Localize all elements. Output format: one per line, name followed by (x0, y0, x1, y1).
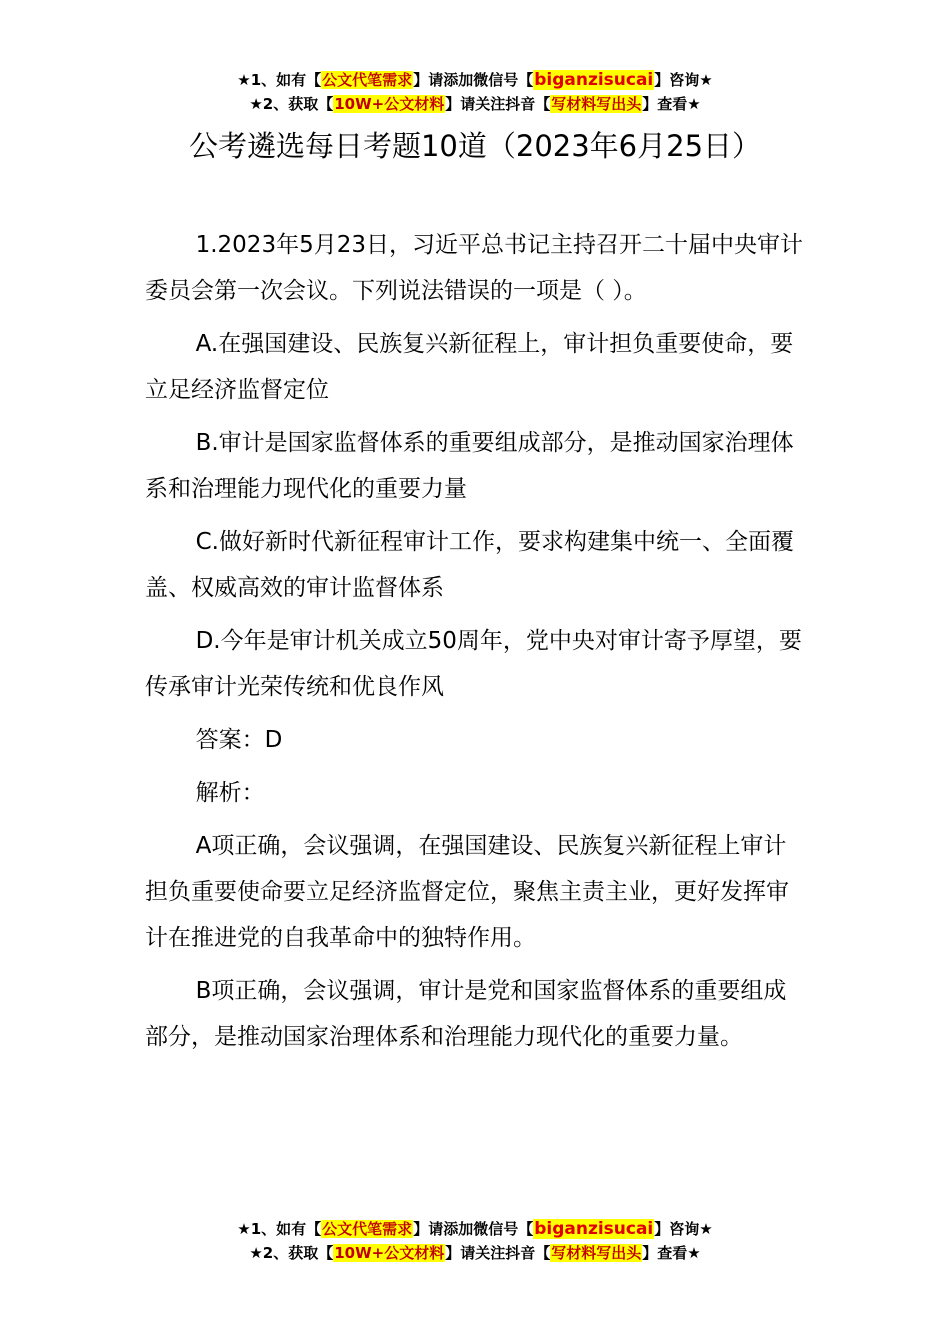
option-a: A.在强国建设、民族复兴新征程上，审计担负重要使命，要立足经济监督定位 (145, 331, 794, 403)
analysis-a: A项正确，会议强调，在强国建设、民族复兴新征程上审计担负重要使命要立足经济监督定位，聚焦主责主业，更好发挥审计在推进党的自我革命中的独特作用。 (145, 833, 789, 951)
banner-text: ★2、获取【 (249, 95, 334, 113)
option-c: C.做好新时代新征程审计工作，要求构建集中统一、全面覆盖、权威高效的审计监督体系 (145, 529, 794, 601)
bottom-banner (0, 1217, 950, 1265)
analysis-b: B项正确，会议强调，审计是党和国家监督体系的重要组成部分，是推动国家治理体系和治理能力现代化的重要力量。 (145, 978, 787, 1050)
banner-text: 】请关注抖音【 (445, 1244, 551, 1262)
banner-highlight: 10W+公文材料 (334, 1244, 445, 1262)
banner-highlight: 10W+公文材料 (334, 95, 445, 113)
document-title: 公考遴选每日考题10道（2023年6月25日） (188, 129, 762, 163)
banner-text: 】查看★ (642, 95, 701, 113)
banner-text: 】查看★ (642, 1244, 701, 1262)
banner-text: 】咨询★ (654, 71, 713, 89)
option-b: B.审计是国家监督体系的重要组成部分，是推动国家治理体系和治理能力现代化的重要力量 (145, 430, 794, 502)
answer: 答案：D (195, 727, 283, 753)
option-d: D.今年是审计机关成立50周年，党中央对审计寄予厚望，要传承审计光荣传统和优良作风 (145, 628, 802, 700)
banner-highlight: 公文代笔需求 (322, 71, 413, 89)
banner-text: ★2、获取【 (249, 1244, 334, 1262)
wechat-id-highlight: biganzisucai (534, 1219, 654, 1239)
banner-text: ★1、如有【 (237, 1220, 322, 1238)
wechat-id-highlight: biganzisucai (534, 70, 654, 90)
banner-text: 】请添加微信号【 (413, 71, 534, 89)
banner-line-2 (0, 1241, 950, 1265)
banner-text: 】请添加微信号【 (413, 1220, 534, 1238)
analysis-label: 解析： (195, 780, 265, 806)
banner-text: 】请关注抖音【 (445, 95, 551, 113)
banner-line-2 (0, 92, 950, 116)
banner-line-1 (0, 1217, 950, 1241)
douyin-highlight: 写材料写出头 (551, 95, 642, 113)
question-stem: 1.2023年5月23日，习近平总书记主持召开二十届中央审计委员会第一次会议。下列说法错误的一项是（ ）。 (145, 232, 803, 304)
banner-line-1 (0, 68, 950, 92)
banner-text: ★1、如有【 (237, 71, 322, 89)
banner-text: 】咨询★ (654, 1220, 713, 1238)
document-body (145, 222, 807, 1067)
banner-highlight: 公文代笔需求 (322, 1220, 413, 1238)
top-banner (0, 68, 950, 116)
douyin-highlight: 写材料写出头 (551, 1244, 642, 1262)
